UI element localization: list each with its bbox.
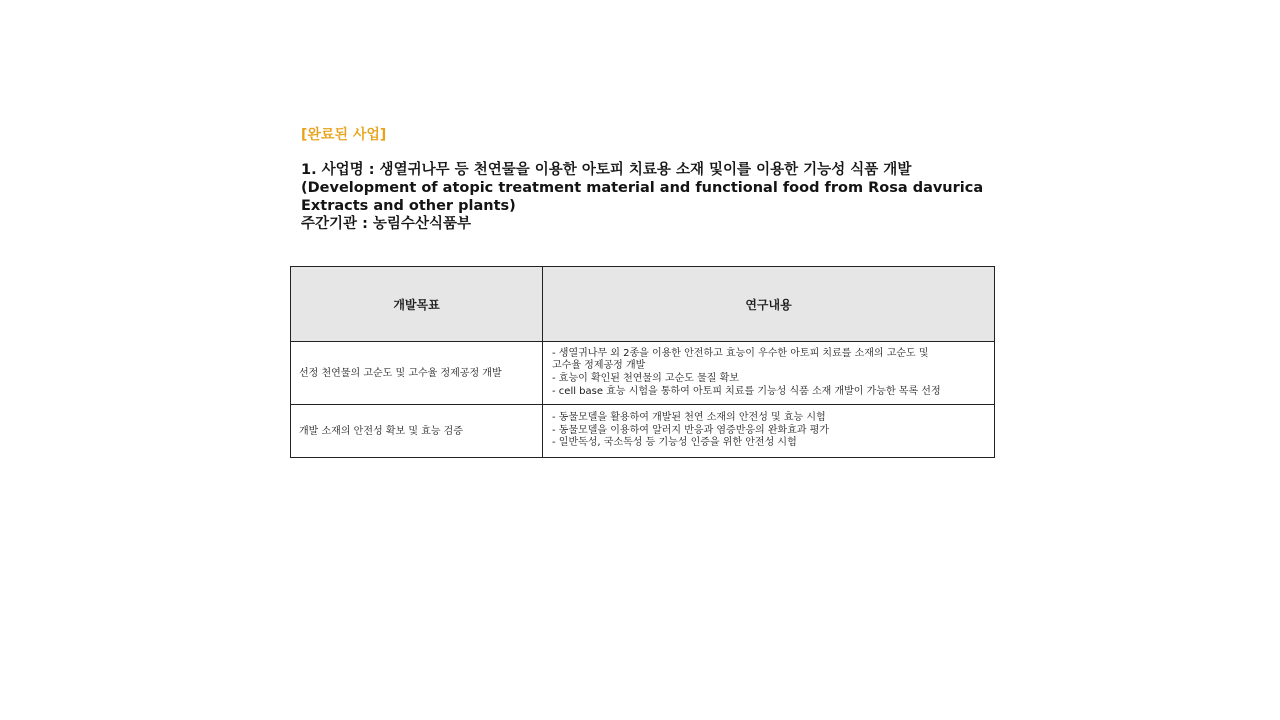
project-agency: 주간기관 : 농림수산식품부 <box>301 216 471 232</box>
content-line: - cell base 효능 시험을 통하여 아토피 치료를 기능성 식품 소재 개발이 가능한 목록 선정 <box>552 385 941 397</box>
project-english-title-line2: Extracts and other plants) <box>301 198 516 214</box>
content-line: - 동물모델을 이용하여 알러지 반응과 염증반응의 완화효과 평가 <box>552 424 830 436</box>
table-header-row <box>291 267 995 342</box>
row-goal: 선정 천연물의 고순도 및 고수율 정제공정 개발 <box>291 342 543 405</box>
project-heading <box>301 161 984 233</box>
row-content <box>543 405 995 458</box>
row-content <box>543 342 995 405</box>
content-line: - 일반독성, 국소독성 등 기능성 인증을 위한 안전성 시험 <box>552 437 797 449</box>
header-research-content: 연구내용 <box>543 267 995 342</box>
header-development-goal: 개발목표 <box>291 267 543 342</box>
section-title: [완료된 사업] <box>301 127 387 143</box>
row-goal: 개발 소재의 안전성 확보 및 효능 검증 <box>291 405 543 458</box>
content-line: - 효능이 확인된 천연물의 고순도 물질 확보 <box>552 373 739 384</box>
table-row <box>291 342 995 405</box>
project-name: 1. 사업명 : 생열귀나무 등 천연물을 이용한 아토피 치료용 소재 및이를 이용한 기능성 식품 개발 <box>301 162 912 178</box>
project-english-title-line1: (Development of atopic treatment material and functional food from Rosa davurica <box>301 180 984 196</box>
content-line: - 동물모델을 활용하여 개발된 천연 소재의 안전성 및 효능 시험 <box>552 412 826 424</box>
research-plan-table <box>290 266 995 458</box>
table-row <box>291 405 995 458</box>
content-line: - 생열귀나무 외 2종을 이용한 안전하고 효능이 우수한 아토피 치료를 소재의 고순도 및 <box>552 347 929 359</box>
content-line: 고수율 정제공정 개발 <box>552 360 646 372</box>
